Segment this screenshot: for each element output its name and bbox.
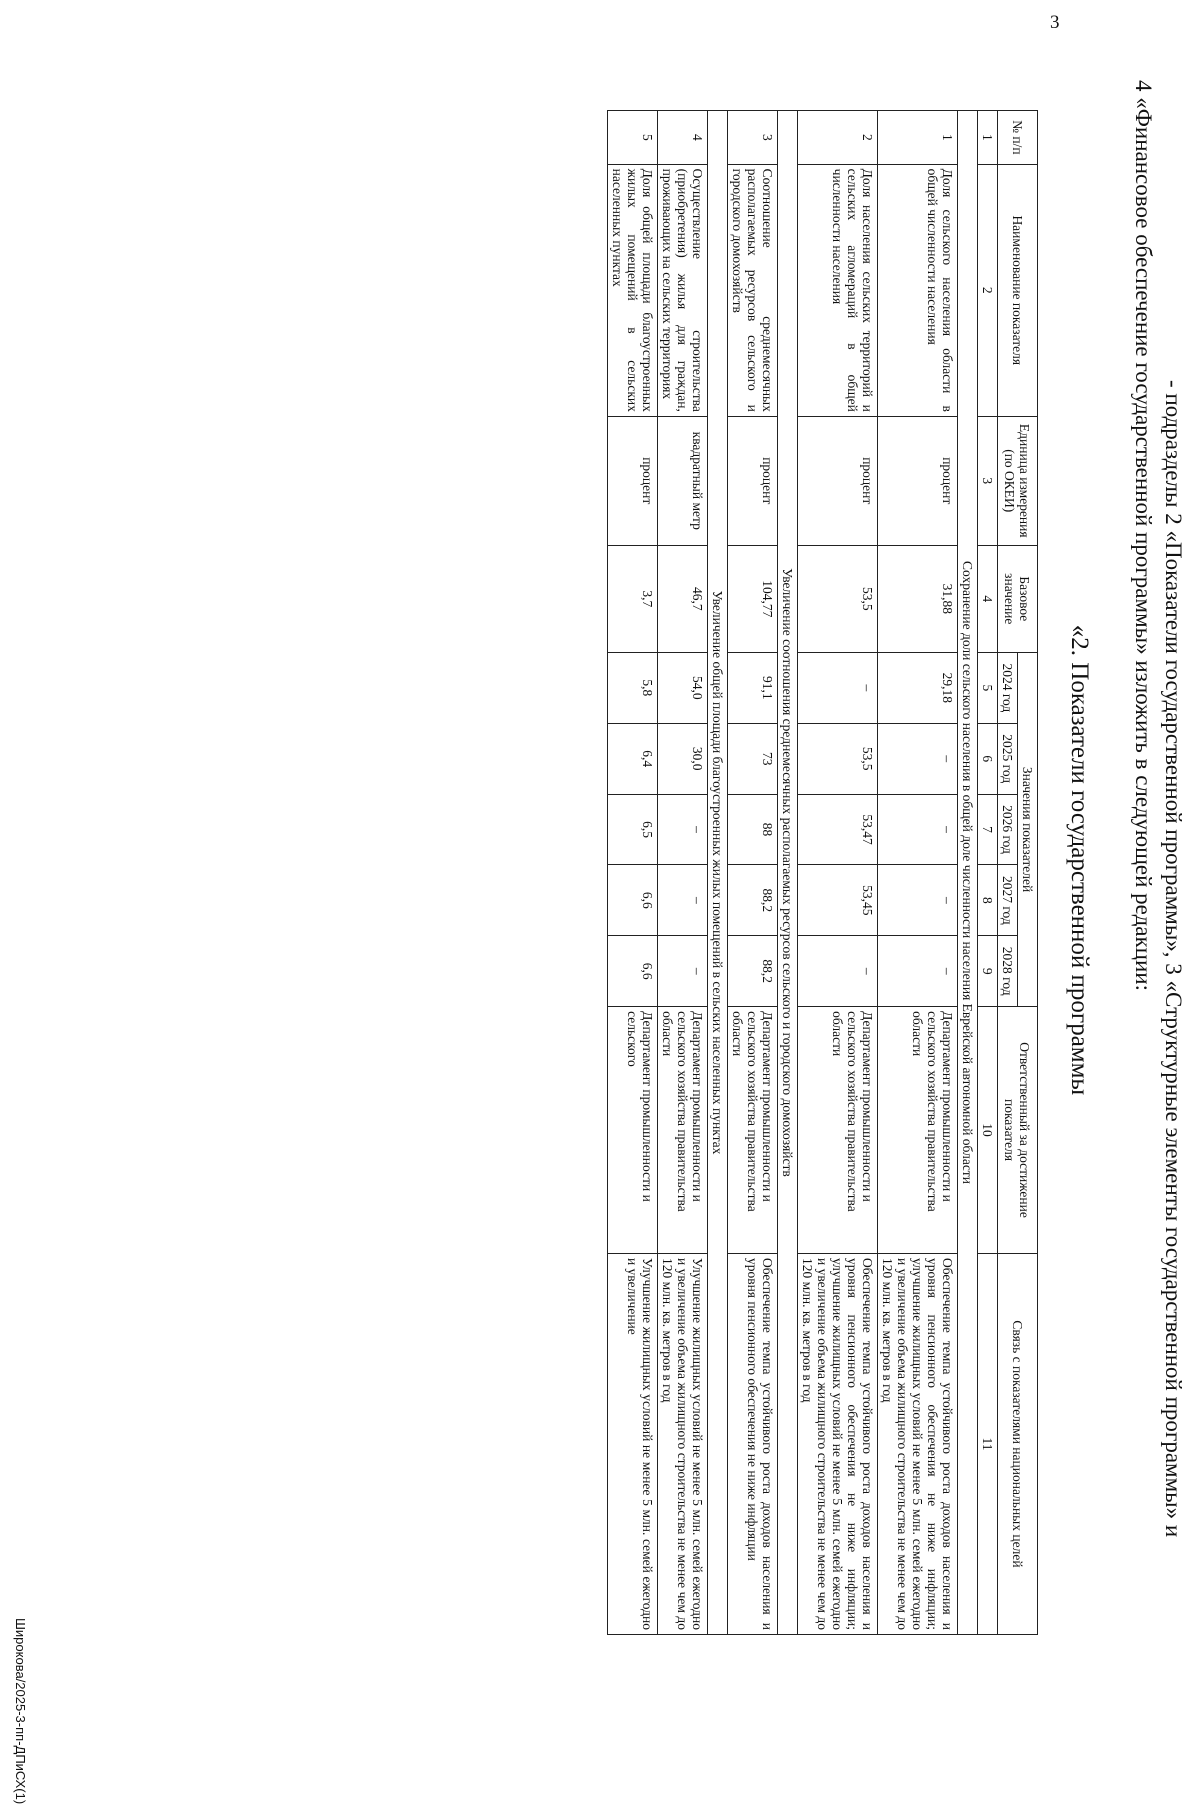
- group-title: Сохранение доли сельского населения в общей доле численности населения Еврейской автономной области: [958, 111, 978, 1635]
- column-number: 11: [978, 1253, 998, 1634]
- column-number: 5: [978, 652, 998, 723]
- row-unit: квадратный метр: [658, 416, 708, 545]
- header-values: Значения показателей: [1018, 652, 1038, 1006]
- group-row: [778, 111, 798, 1635]
- row-2027: –: [878, 865, 958, 936]
- row-no: 3: [728, 111, 778, 165]
- row-2027: –: [658, 865, 708, 936]
- header-name: Наименование показателя: [998, 164, 1038, 416]
- header-year: 2026 год: [998, 794, 1018, 865]
- row-2025: 30,0: [658, 723, 708, 794]
- row-2025: 73: [728, 723, 778, 794]
- row-link: Обеспечение темпа устойчивого роста доходов населения и уровня пенсионного обеспечения не ниже инфляции; улучшение жилищных условий не менее 5 млн. семей ежегодно и увеличение объема жилищного строительства не менее чем до 120 млн. кв. метров в год: [878, 1253, 958, 1634]
- table-row: [658, 111, 708, 1635]
- indicators-table: [607, 110, 1038, 1635]
- page-number: 3: [1050, 12, 1060, 33]
- row-responsible: Департамент промышленности и сельского хозяйства правительства области: [878, 1007, 958, 1254]
- row-name: Доля общей площади благоустроенных жилых помещений в сельских населенных пунктах: [608, 164, 658, 416]
- row-responsible: Департамент промышленности и сельского хозяйства правительства области: [798, 1007, 878, 1254]
- group-row: [708, 111, 728, 1635]
- row-2024: –: [798, 652, 878, 723]
- row-base: 46,7: [658, 545, 708, 652]
- row-base: 104,77: [728, 545, 778, 652]
- header-unit: Единица измерения (по ОКЕИ): [998, 416, 1038, 545]
- row-2026: 53,47: [798, 794, 878, 865]
- row-name: Доля сельского населения области в общей численности населения: [878, 164, 958, 416]
- row-no: 1: [878, 111, 958, 165]
- column-number: 2: [978, 164, 998, 416]
- intro-line-2: 4 «Финансовое обеспечение государственной программы» изложить в следующей редакции:: [1131, 80, 1156, 991]
- group-title: Увеличение общей площади благоустроенных жилых помещений в сельских населенных пунктах: [708, 111, 728, 1635]
- row-2026: 88: [728, 794, 778, 865]
- row-name: Доля населения сельских территорий и сельских агломераций в общей численности населения: [798, 164, 878, 416]
- section-title: «2. Показатели государственной программы: [1066, 624, 1093, 1096]
- header-link: Связь с показателями национальных целей: [998, 1253, 1038, 1634]
- header-year: 2024 год: [998, 652, 1018, 723]
- row-2026: –: [658, 794, 708, 865]
- header-year: 2027 год: [998, 865, 1018, 936]
- column-number: 8: [978, 865, 998, 936]
- row-2025: –: [878, 723, 958, 794]
- group-row: [958, 111, 978, 1635]
- row-2024: 5,8: [608, 652, 658, 723]
- row-2028: 6,6: [608, 936, 658, 1007]
- intro-text: [1128, 80, 1188, 1640]
- row-2028: 88,2: [728, 936, 778, 1007]
- row-unit: процент: [878, 416, 958, 545]
- intro-line-1: - подразделы 2 «Показатели государственной программы», 3 «Структурные элементы государственной программы» и: [1161, 380, 1186, 1538]
- table-row: [878, 111, 958, 1635]
- column-number: 9: [978, 936, 998, 1007]
- row-2027: 6,6: [608, 865, 658, 936]
- header-base: Базовое значение: [998, 545, 1038, 652]
- row-link: Улучшение жилищных условий не менее 5 млн. семей ежегодно и увеличение объема жилищного строительства не менее чем до 120 млн. кв. метров в год: [658, 1253, 708, 1634]
- row-2024: 91,1: [728, 652, 778, 723]
- row-no: 5: [608, 111, 658, 165]
- row-no: 2: [798, 111, 878, 165]
- row-2025: 53,5: [798, 723, 878, 794]
- row-2027: 88,2: [728, 865, 778, 936]
- column-number: 10: [978, 1007, 998, 1254]
- row-2027: 53,45: [798, 865, 878, 936]
- row-link: Обеспечение темпа устойчивого роста доходов населения и уровня пенсионного обеспечения не ниже инфляции; улучшение жилищных условий не менее 5 млн. семей ежегодно и увеличение объема жилищного строительства не менее чем до 120 млн. кв. метров в год: [798, 1253, 878, 1634]
- row-base: 3,7: [608, 545, 658, 652]
- table-row: [608, 111, 658, 1635]
- row-2028: –: [658, 936, 708, 1007]
- column-number: 6: [978, 723, 998, 794]
- header-year: 2025 год: [998, 723, 1018, 794]
- row-base: 31,88: [878, 545, 958, 652]
- row-base: 53,5: [798, 545, 878, 652]
- row-unit: процент: [798, 416, 878, 545]
- column-number: 4: [978, 545, 998, 652]
- row-2025: 6,4: [608, 723, 658, 794]
- row-2028: –: [878, 936, 958, 1007]
- row-2026: 6,5: [608, 794, 658, 865]
- row-2028: –: [798, 936, 878, 1007]
- row-name: Осуществление строительства (приобретения) жилья для граждан, проживающих на сельских территориях: [658, 164, 708, 416]
- row-unit: процент: [728, 416, 778, 545]
- header-year: 2028 год: [998, 936, 1018, 1007]
- row-unit: процент: [608, 416, 658, 545]
- table-row: [728, 111, 778, 1635]
- row-responsible: Департамент промышленности и сельского: [608, 1007, 658, 1254]
- row-2024: 54,0: [658, 652, 708, 723]
- column-number: 3: [978, 416, 998, 545]
- row-responsible: Департамент промышленности и сельского хозяйства правительства области: [728, 1007, 778, 1254]
- rotated-content: [8, 80, 1188, 1640]
- footer-reference: Широкова/2025-3-пп-ДПиСХ(1): [13, 1618, 28, 1804]
- row-2026: –: [878, 794, 958, 865]
- header-responsible: Ответственный за достижение показателя: [998, 1007, 1038, 1254]
- row-link: Улучшение жилищных условий не менее 5 млн. семей ежегодно и увеличение: [608, 1253, 658, 1634]
- column-numbering-row: [978, 111, 998, 1635]
- row-no: 4: [658, 111, 708, 165]
- header-no: № п/п: [998, 111, 1038, 165]
- column-number: 1: [978, 111, 998, 165]
- group-title: Увеличение соотношения среднемесячных располагаемых ресурсов сельского и городского домохозяйств: [778, 111, 798, 1635]
- column-number: 7: [978, 794, 998, 865]
- row-2024: 29,18: [878, 652, 958, 723]
- row-responsible: Департамент промышленности и сельского хозяйства правительства области: [658, 1007, 708, 1254]
- header-row-1: [1018, 111, 1038, 1635]
- table-row: [798, 111, 878, 1635]
- row-link: Обеспечение темпа устойчивого роста доходов населения и уровня пенсионного обеспечения не ниже инфляции: [728, 1253, 778, 1634]
- row-name: Соотношение среднемесячных располагаемых ресурсов сельского и городского домохозяйств: [728, 164, 778, 416]
